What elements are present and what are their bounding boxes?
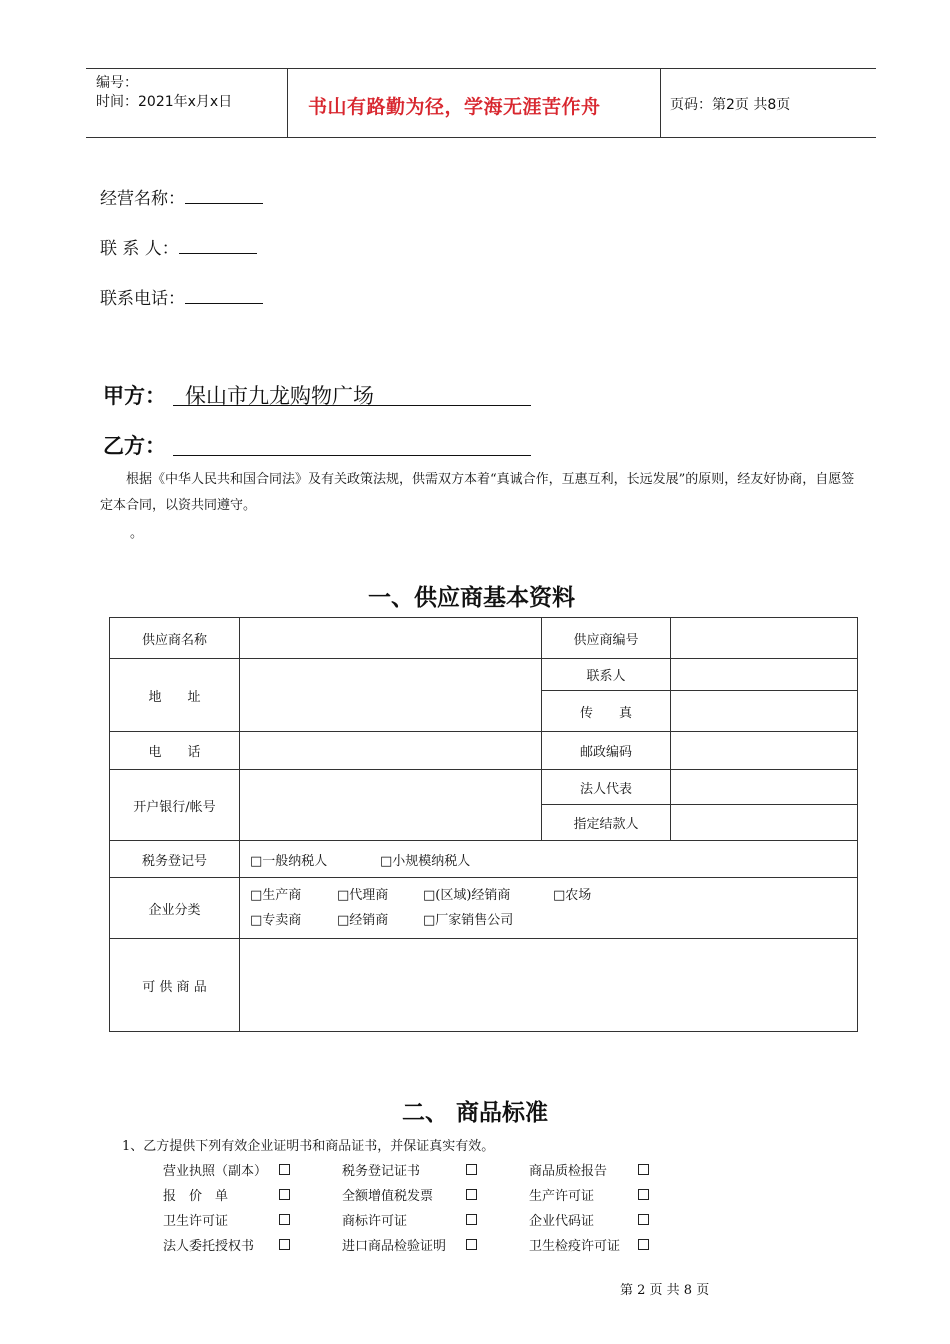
checkbox[interactable] (279, 1239, 290, 1250)
party-a-label: 甲方： (103, 384, 166, 408)
certificate-label: 法人委托授权书 (163, 1239, 255, 1254)
checkbox[interactable] (466, 1239, 477, 1250)
checkbox[interactable] (279, 1164, 290, 1175)
contact-phone-field (100, 284, 263, 309)
field-label: 联系电话： (100, 289, 185, 309)
category-option[interactable]: □(区域)经销商 (423, 888, 511, 903)
party-b-label: 乙方： (103, 434, 166, 458)
blank-line[interactable] (185, 287, 263, 304)
phone-cell[interactable] (240, 732, 542, 770)
page-indicator: 页码：第2页 共8页 (670, 97, 791, 113)
certificate-label: 报 价 单 (163, 1189, 229, 1204)
blank-line[interactable] (185, 187, 263, 204)
category-option[interactable]: □经销商 (337, 913, 389, 928)
checkbox[interactable] (638, 1164, 649, 1175)
payee-label: 指定结款人 (542, 805, 671, 841)
legal-rep-cell[interactable] (671, 770, 858, 805)
intro-paragraph: 根据《中华人民共和国合同法》及有关政策法规，供需双方本着“真诚合作，互惠互利，长远发展”的原则，经友好协商，自愿签定本合同，以资共同遵守。 (100, 472, 855, 513)
section2-item1: 1、乙方提供下列有效企业证明书和商品证书，并保证真实有效。 (122, 1139, 495, 1154)
section-title: 二、 商品标准 (402, 1100, 549, 1126)
field-label: 联 系 人： (100, 239, 179, 259)
checkbox[interactable] (466, 1164, 477, 1175)
field-label: 经营名称： (100, 189, 185, 209)
category-options (240, 878, 858, 939)
category-option[interactable]: □农场 (553, 888, 592, 903)
party-a-value: 保山市九龙购物广场 (185, 384, 374, 408)
checkbox[interactable] (638, 1214, 649, 1225)
postcode-label: 邮政编码 (542, 732, 671, 770)
payee-cell[interactable] (671, 805, 858, 841)
contact-cell[interactable] (671, 659, 858, 691)
certificate-label: 商品质检报告 (529, 1164, 608, 1179)
certificate-list (163, 1160, 653, 1260)
checkbox[interactable] (466, 1189, 477, 1200)
bank-label: 开户银行/帐号 (110, 770, 240, 841)
checkbox[interactable] (638, 1189, 649, 1200)
goods-cell[interactable] (240, 939, 858, 1032)
section-title: 一、供应商基本资料 (368, 585, 575, 611)
party-b-line[interactable] (173, 454, 531, 456)
supplier-name-label: 供应商名称 (110, 618, 240, 659)
certificate-row (163, 1185, 653, 1210)
category-option[interactable]: □代理商 (337, 888, 389, 903)
certificate-label: 商标许可证 (342, 1214, 408, 1229)
header-divider (660, 69, 661, 137)
intro-dot: 。 (130, 526, 144, 541)
header-motto: 书山有路勤为径，学海无涯苦作舟 (308, 96, 601, 118)
bank-cell[interactable] (240, 770, 542, 841)
postcode-cell[interactable] (671, 732, 858, 770)
certificate-label: 进口商品检验证明 (342, 1239, 447, 1254)
checkbox[interactable] (638, 1239, 649, 1250)
business-name-field (100, 184, 263, 209)
certificate-label: 全额增值税发票 (342, 1189, 434, 1204)
legal-rep-label: 法人代表 (542, 770, 671, 805)
goods-label: 可 供 商 品 (110, 939, 240, 1032)
address-label: 地 址 (110, 659, 240, 732)
supplier-no-label: 供应商编号 (542, 618, 671, 659)
category-option[interactable]: □生产商 (250, 888, 302, 903)
certificate-row (163, 1160, 653, 1185)
header-divider (287, 69, 288, 137)
supplier-no-cell[interactable] (671, 618, 858, 659)
certificate-label: 企业代码证 (529, 1214, 595, 1229)
tax-options (240, 841, 858, 878)
page-header (86, 68, 876, 138)
certificate-label: 卫生许可证 (163, 1214, 229, 1229)
certificate-label: 税务登记证书 (342, 1164, 421, 1179)
blank-line[interactable] (179, 237, 257, 254)
page-footer: 第 2 页 共 8 页 (620, 1283, 710, 1298)
fax-label: 传 真 (542, 691, 671, 732)
party-a-line[interactable] (173, 404, 531, 406)
number-label: 编号： (96, 75, 138, 91)
certificate-label: 生产许可证 (529, 1189, 595, 1204)
tax-option-general[interactable]: □一般纳税人 (250, 853, 328, 869)
phone-label: 电 话 (110, 732, 240, 770)
certificate-row (163, 1210, 653, 1235)
tax-option-small[interactable]: □小规模纳税人 (380, 853, 471, 869)
checkbox[interactable] (466, 1214, 477, 1225)
certificate-label: 卫生检疫许可证 (529, 1239, 621, 1254)
category-label: 企业分类 (110, 878, 240, 939)
category-option[interactable]: □专卖商 (250, 913, 302, 928)
tax-reg-label: 税务登记号 (110, 841, 240, 878)
certificate-row (163, 1235, 653, 1260)
supplier-name-cell[interactable] (240, 618, 542, 659)
contact-label: 联系人 (542, 659, 671, 691)
category-option[interactable]: □厂家销售公司 (423, 913, 514, 928)
checkbox[interactable] (279, 1189, 290, 1200)
address-cell[interactable] (240, 659, 542, 732)
certificate-label: 营业执照（副本） (163, 1164, 268, 1179)
checkbox[interactable] (279, 1214, 290, 1225)
time-label: 时间：2021年x月x日 (96, 94, 233, 110)
fax-cell[interactable] (671, 691, 858, 732)
supplier-info-table (109, 617, 858, 1032)
contact-person-field (100, 234, 257, 259)
